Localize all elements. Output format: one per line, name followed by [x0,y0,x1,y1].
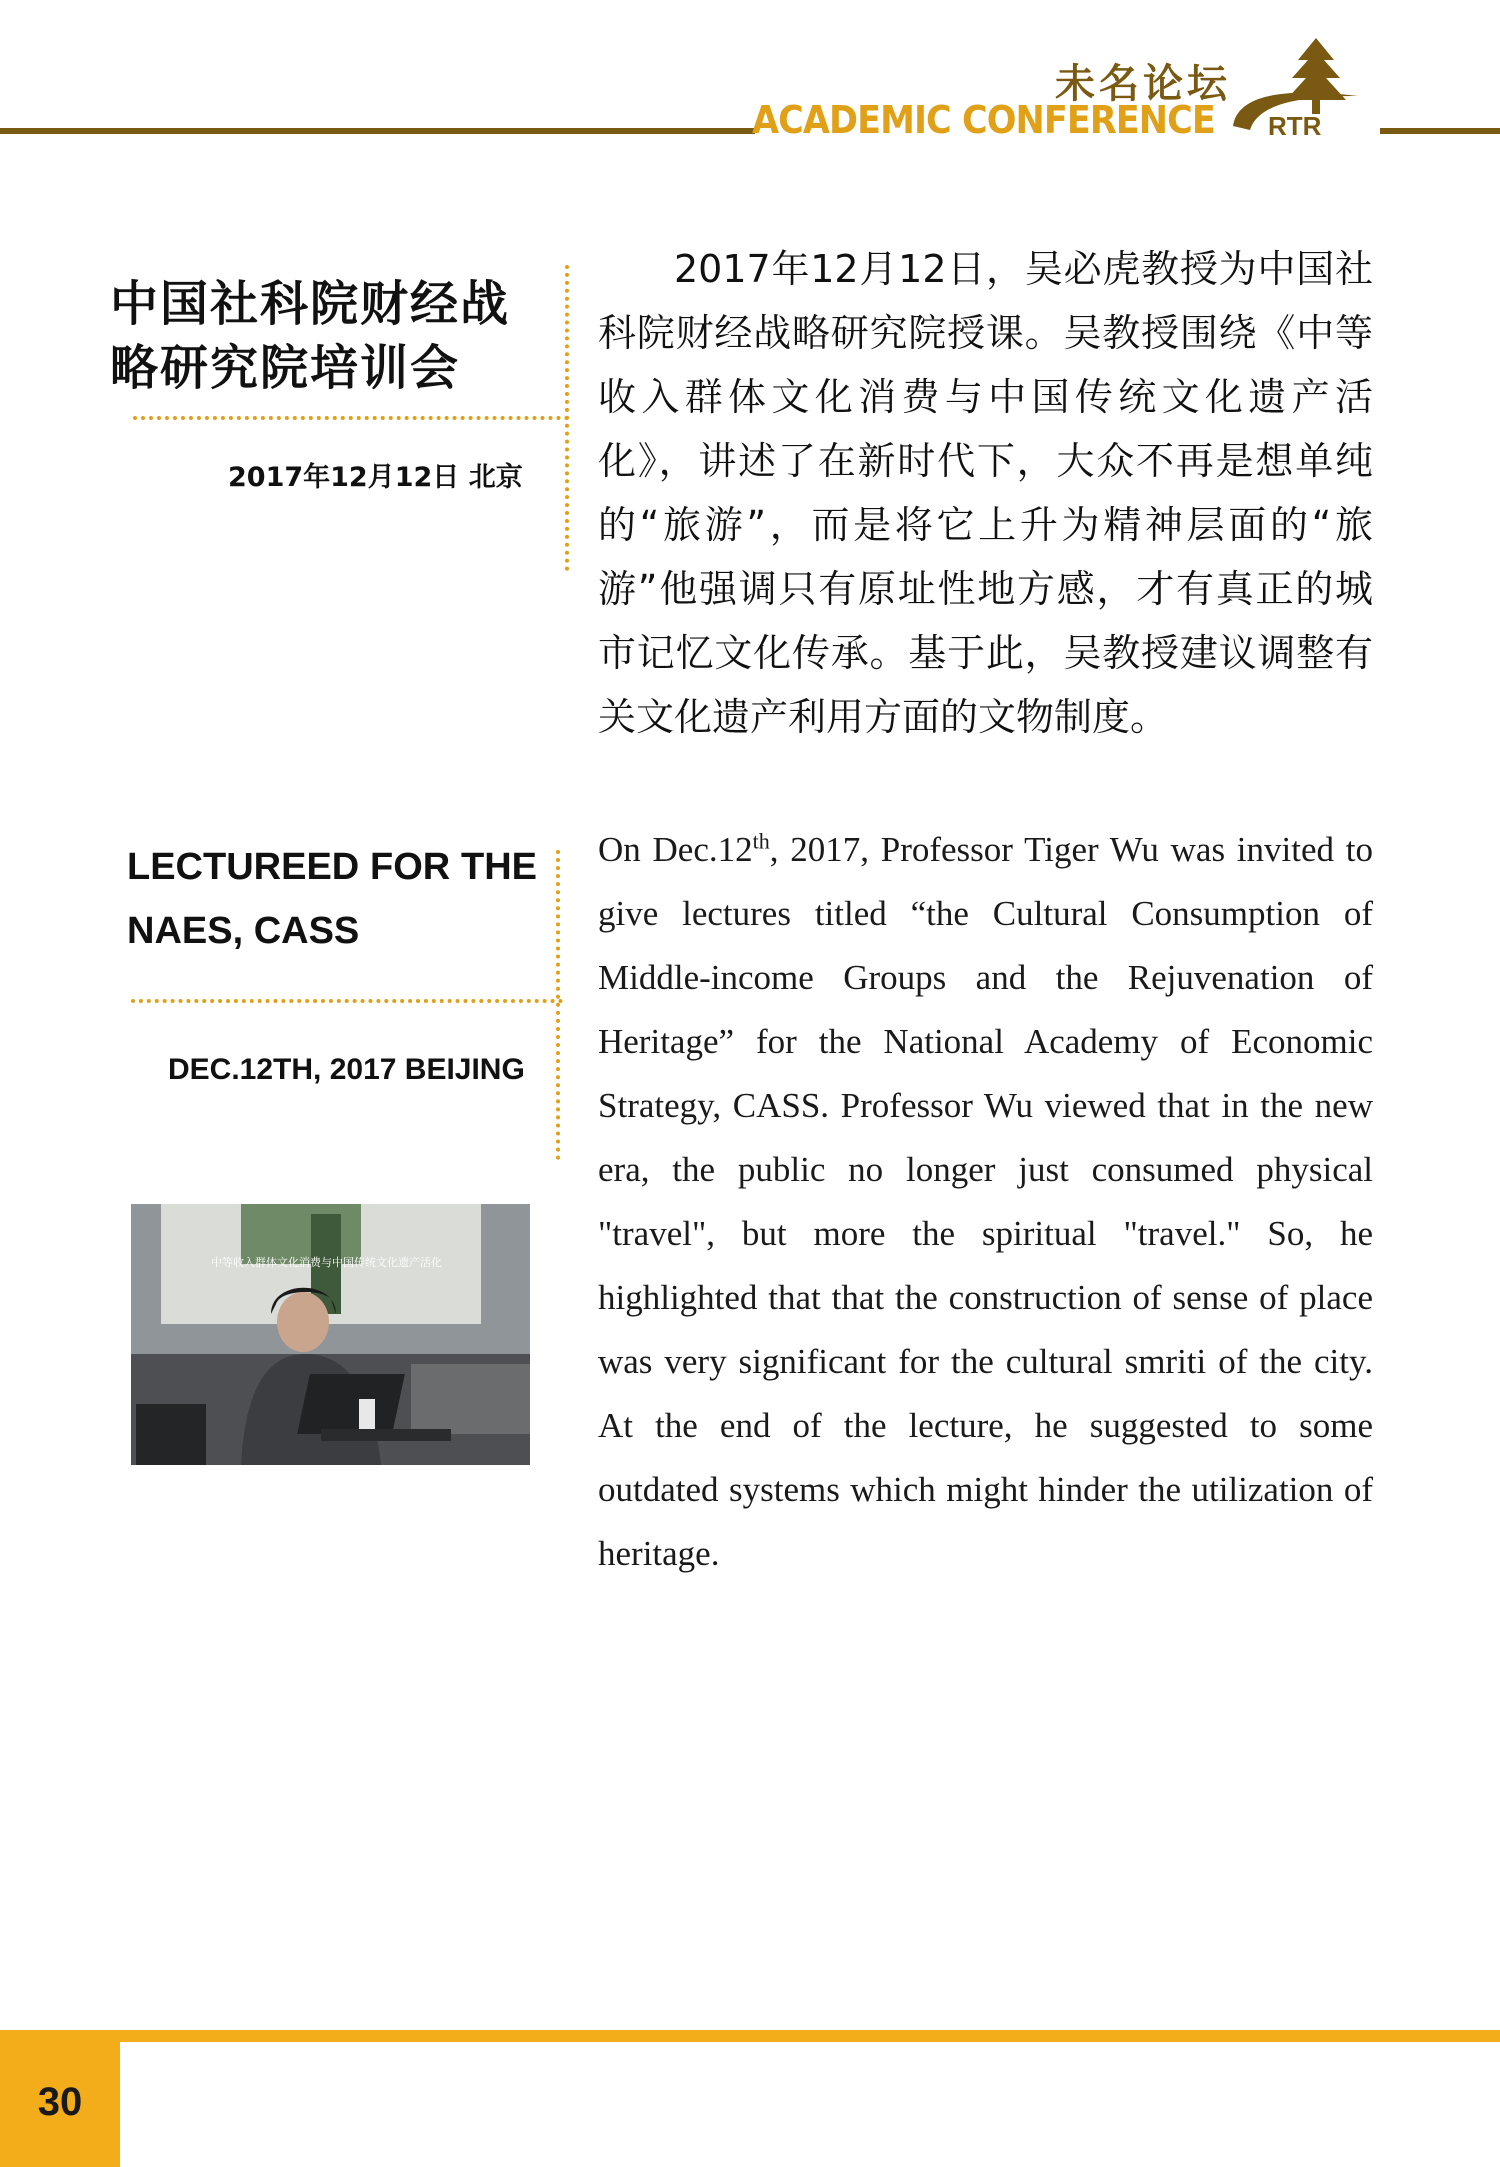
lecture-photo [131,1204,530,1465]
logo-text: RTR [1268,111,1322,138]
article-title-en [127,835,537,963]
article-date-en: DEC.12TH, 2017 BEIJING [168,1053,525,1086]
article-date-cn: 2017年12月12日 北京 [228,462,523,493]
article-title-en-line2: NAES, CASS [127,910,360,952]
article-title-en-line1: LECTUREED FOR THE [127,846,537,888]
header-title-cn: 未名论坛 [1055,60,1231,107]
dotted-vertical-en [556,850,560,1160]
article-body-en-sup: th [752,828,770,854]
article-body-cn-text: 2017年12月12日，吴必虎教授为中国社科院财经战略研究院授课。吴教授围绕《中等收入群体文化消费与中国传统文化遗产活化》，讲述了在新时代下，大众不再是想单纯的“旅游”，而是将它上升为精神层面的“旅游”他强调只有原址性地方感，才有真正的城市记忆文化传承。基于此，吴教授建议调整有关文化遗产利用方面的文物制度。 [598,247,1373,739]
article-body-en-rest: , 2017, Professor Tiger Wu was invited to give lectures titled “the Cultural Consumption of Middle-income Groups and the Rejuvenation of Heritage” for the National Academy of Economic Strategy, CASS. Professor Wu viewed that in the new era, the public no longer just consumed physical "travel", but more the spiritual "travel." So, he highlighted that that the construction of sense of place was very significant for the cultural smriti of the city. At the end of the lecture, he suggested to some outdated systems which might hinder the utilization of heritage. [598,830,1373,1573]
article-body-en-start: On Dec.12 [598,830,753,869]
article-title-cn: 中国社科院财经战略研究院培训会 [110,276,511,396]
page-number: 30 [37,2080,83,2124]
article-body-cn [598,237,1373,749]
dotted-vertical-cn [565,265,569,571]
header-rule-left [0,128,755,134]
footer-rule [0,2030,1500,2042]
header-rule-right [1380,128,1500,134]
header-title-en: ACADEMIC CONFERENCE [752,98,1215,142]
photo-slide-text: 中等收入群体文化消费与中国传统文化遗产活化 [211,1256,442,1269]
dotted-divider-en [131,999,563,1003]
rtr-logo-icon [1228,38,1373,138]
dotted-divider-cn [133,416,569,420]
article-body-en [598,818,1373,1586]
